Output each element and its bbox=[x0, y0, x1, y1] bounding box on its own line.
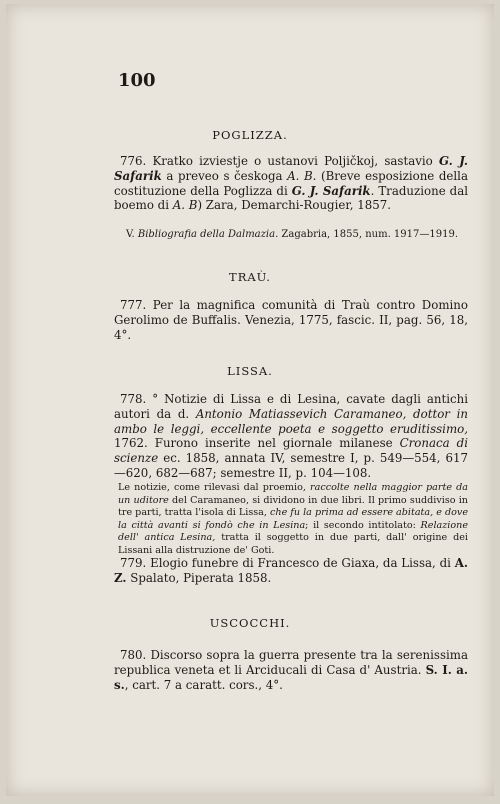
note-italic-2: che fu la prima ad essere abitata, e dove la città avanti si fondò che in Lesina bbox=[118, 507, 468, 531]
entry-776-text-b: a preveo s českoga bbox=[161, 168, 288, 183]
entry-779 bbox=[114, 556, 468, 586]
entry-776-text-e: ) Zara, Demarchi-Rougier, 1857. bbox=[197, 198, 391, 213]
reference-prefix: V. bbox=[126, 229, 138, 240]
entry-778 bbox=[114, 392, 468, 481]
note-text-a: Le notizie, come rilevasi dal proemio, bbox=[118, 482, 311, 493]
note-italic-1: raccolte nella maggior parte da un uditore bbox=[118, 482, 468, 506]
entry-776 bbox=[114, 154, 468, 213]
entry-780-number: 780. bbox=[120, 648, 147, 662]
note-text-d: tratta il soggetto in due parti, dall' origine dei Lissani alla distruzione de' Goti. bbox=[118, 532, 468, 556]
entry-780-text-a: Discorso sopra la guerra presente tra la serenissima republica veneta et li Arciducali di Casa d' Austria. bbox=[114, 648, 468, 677]
entry-777-number: 777. bbox=[120, 298, 147, 312]
entry-780 bbox=[114, 648, 468, 692]
entry-776-translator: A. B. bbox=[287, 168, 317, 183]
entry-778-text-c: ec. 1858, annata IV, semestre I, p. 549—554, 617—620, 682—687; semestre II, p. 104—108. bbox=[114, 451, 468, 480]
entry-778-number: 778. bbox=[120, 392, 147, 406]
section-heading-lissa: LISSA. bbox=[227, 364, 273, 378]
entry-779-author: A. Z. bbox=[114, 556, 468, 585]
reference-776 bbox=[126, 228, 468, 241]
book-page bbox=[6, 4, 494, 796]
entry-776-text-c: (Breve esposizione della costituzione della Poglizza di bbox=[114, 168, 468, 198]
reference-rest: Zagabria, 1855, num. 1917—1919. bbox=[278, 229, 459, 240]
section-heading-poglizza: POGLIZZA. bbox=[212, 128, 288, 142]
entry-779-text-a: Elogio funebre di Francesco de Giaxa, da Lissa, di bbox=[146, 556, 455, 570]
section-heading-uscocchi: USCOCCHI. bbox=[209, 616, 291, 630]
note-text-c: ; il secondo intitolato: bbox=[305, 519, 421, 531]
entry-776-number: 776. bbox=[120, 154, 147, 168]
entry-778-author: Antonio Matiassevich Caramaneo, dottor in ambo le leggi, eccellente poeta e soggetto eruditissimo, bbox=[114, 406, 468, 436]
entry-778-journal: Cronaca di scienze bbox=[114, 436, 468, 466]
entry-778-text-a: ° Notizie di Lissa e di Lesina, cavate dagli antichi autori da d. bbox=[114, 392, 468, 421]
entry-776-translator-2: A. B bbox=[172, 198, 198, 213]
entry-779-text-b: Spalato, Piperata 1858. bbox=[126, 570, 272, 585]
entry-776-author: G. J. Safarik bbox=[114, 154, 469, 183]
section-heading-trau: TRAÙ. bbox=[229, 270, 271, 284]
entry-780-text-b: , cart. 7 a caratt. cors., 4°. bbox=[124, 677, 283, 692]
note-italic-3: Relazione dell' antica Lesina, bbox=[118, 519, 468, 544]
page-number: 100 bbox=[118, 70, 156, 91]
reference-title: Bibliografia della Dalmazia. bbox=[137, 229, 279, 240]
entry-778-text-b: 1762. Furono inserite nel giornale milanese bbox=[114, 436, 400, 451]
entry-776-author-2: G. J. Safarik bbox=[291, 183, 371, 198]
entry-779-number: 779. bbox=[120, 556, 147, 570]
note-text-b: del Caramaneo, si dividono in due libri. Il primo suddiviso in tre parti, tratta l'isola di Lissa, bbox=[118, 494, 468, 519]
entry-777 bbox=[114, 298, 468, 342]
entry-780-abbrev: S. I. a. s. bbox=[114, 662, 468, 692]
entry-777-text: Per la magnifica comunità di Traù contro Domino Gerolimo de Buffalis. Venezia, 1775, fascic. II, pag. 56, 18, 4°. bbox=[114, 298, 468, 342]
entry-778-note bbox=[118, 482, 468, 558]
entry-776-text-d: . Traduzione dal boemo di bbox=[114, 183, 468, 213]
entry-776-text-a: Kratko izviestje o ustanovi Poljičkoj, sastavio bbox=[146, 154, 439, 168]
